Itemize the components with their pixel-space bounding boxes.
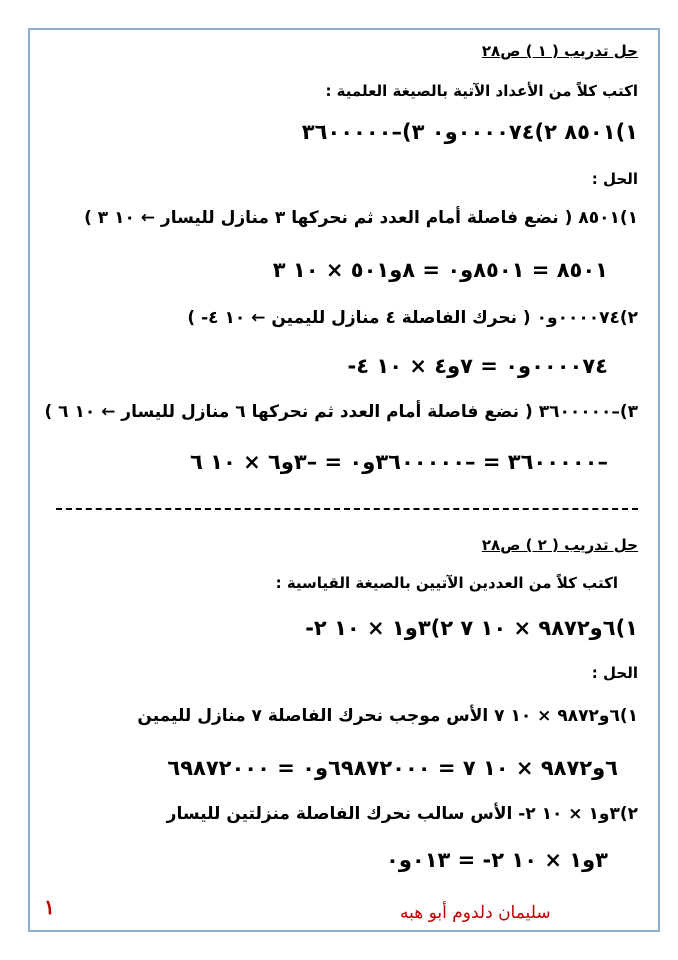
section2-problems: ١)٦و٩٨٧٢ × ١٠ ٧ ٢)٣و١ × ١٠ ٢- [305, 616, 638, 640]
section1-heading: حل تدريب ( ١ ) ص٢٨ [481, 42, 638, 60]
section1-problems: ١)٨٥٠١ ٢)٠٠٠٠٧٤و٠ ٣)–٣٦٠٠٠٠٠ [301, 120, 638, 144]
section1-instruction: اكتب كلاً من الأعداد الآتية بالصيغة العلمية : [325, 82, 638, 100]
author-name: سليمان دلدوم أبو هبه [400, 903, 551, 923]
section1-item3-work: –٣٦٠٠٠٠٠ = –٣٦٠٠٠٠٠و٠ = –٣و٦ × ١٠ ٦ [189, 450, 608, 474]
section2-solution-label: الحل : [591, 664, 638, 682]
section1-item1-head: ١)٨٥٠١ ( نضع فاصلة أمام العدد ثم نحركها ٣ منازل لليسار ← ١٠ ٣ ) [84, 208, 638, 228]
section2-item1-head: ١)٦و٩٨٧٢ × ١٠ ٧ الأس موجب نحرك الفاصلة ٧ منازل لليمين [137, 706, 638, 726]
section1-item2-work: ٠٠٠٠٧٤و٠ = ٧و٤ × ١٠ ٤- [347, 354, 608, 378]
section2-heading: حل تدريب ( ٢ ) ص٢٨ [481, 536, 638, 554]
section1-solution-label: الحل : [591, 170, 638, 188]
page-number: ١ [44, 895, 55, 919]
section2-instruction: اكتب كلاً من العددين الآتيين بالصيغة القياسية : [275, 574, 618, 592]
section2-item2-work: ٣و١ × ١٠ ٢- = ٠١٣و٠ [386, 848, 608, 872]
section1-item3-head: ٣)–٣٦٠٠٠٠٠ ( نضع فاصلة أمام العدد ثم نحركها ٦ منازل لليسار ← ١٠ ٦ ) [44, 402, 638, 422]
section2-item2-head: ٢)٣و١ × ١٠ ٢- الأس سالب نحرك الفاصلة منزلتين لليسار [166, 804, 638, 824]
page-frame [28, 28, 660, 932]
section1-item2-head: ٢)٠٠٠٠٧٤و٠ ( نحرك الفاصلة ٤ منازل لليمين ← ١٠ ٤- ) [187, 308, 638, 328]
section-divider [56, 508, 638, 510]
section2-item1-work: ٦و٩٨٧٢ × ١٠ ٧ = ٦٩٨٧٢٠٠٠و٠ = ٦٩٨٧٢٠٠٠ [167, 756, 618, 780]
section1-item1-work: ٨٥٠١ = ٨٥٠١و٠ = ٨و٥٠١ × ١٠ ٣ [272, 258, 608, 282]
